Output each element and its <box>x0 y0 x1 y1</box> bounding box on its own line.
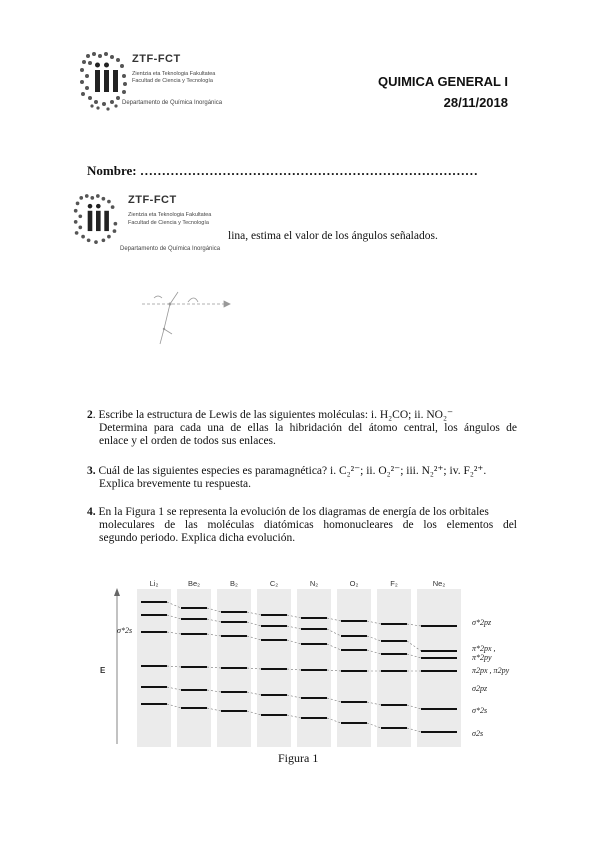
column-label-c2: C₂ <box>269 579 279 588</box>
name-field-label: Nombre: …………………………………………………………………… <box>87 163 478 178</box>
sigma-star-2pz-label: σ*2pz <box>472 618 492 627</box>
question-4-line1: En la Figura 1 se representa la evolución de los diagramas de energía de los orbitales <box>95 506 489 518</box>
mo-diagram-svg <box>95 574 515 754</box>
question-3-number: 3. <box>87 465 96 477</box>
overlay-logo-name: ZTF-FCT <box>128 194 177 206</box>
question-4-number: 4. <box>87 506 96 518</box>
column-label-li2: Li₂ <box>149 579 159 588</box>
column-label-f2: F₂ <box>390 579 398 588</box>
question-3-line1: Cuál de las siguientes especies es paramagnética? i. C₂²⁻; ii. O₂²⁻; iii. N₂²⁺; iv. F₂²⁺. <box>95 465 487 477</box>
question-3 <box>87 465 517 491</box>
question-4-line3: segundo periodo. Explica dicha evolución. <box>99 532 296 544</box>
figure-caption: Figura 1 <box>278 751 319 765</box>
question-2 <box>87 409 517 448</box>
column-label-o2: O₂ <box>349 579 359 588</box>
column-label-b2: B₂ <box>230 579 238 588</box>
department-label: Departamento de Química Inorgánica <box>122 100 223 106</box>
question-2-line3: enlace y el orden de todos sus enlaces. <box>99 435 276 447</box>
overlay-logo-line2: Facultad de Ciencia y Tecnología <box>128 220 209 226</box>
mo-diagram <box>95 574 515 764</box>
pi-2p-label: π2px , π2py <box>472 666 510 675</box>
question-3-line2: Explica brevemente tu respuesta. <box>99 478 251 490</box>
logo-line1: Zientzia eta Teknologia Fakultatea <box>132 71 216 77</box>
question-2-number: 2 <box>87 409 93 421</box>
sigma-2pz-label: σ2pz <box>472 684 488 693</box>
column-label-n2: N₂ <box>309 579 319 588</box>
question-4 <box>87 506 517 545</box>
sigma-star-2s-left-label: σ*2s <box>117 626 133 635</box>
column-label-ne2: Ne₂ <box>432 579 446 588</box>
question-4-line2: moleculares de las moléculas diatómicas homonucleares de los elementos del <box>99 519 517 531</box>
sigma-2s-label: σ2s <box>472 729 484 738</box>
molecule-sketch <box>140 284 240 354</box>
overlay-department-label: Departamento de Química Inorgánica <box>120 246 221 252</box>
logo-line2: Facultad de Ciencia y Tecnología <box>132 78 213 84</box>
exam-date: 28/11/2018 <box>443 95 508 110</box>
course-title: QUIMICA GENERAL I <box>377 74 508 89</box>
column-label-be2: Be₂ <box>187 579 201 588</box>
logo-name: ZTF-FCT <box>132 53 181 65</box>
overlay-logo <box>72 190 120 250</box>
question-2-line2: Determina para cada una de ellas la hibridación del átomo central, los ángulos de <box>99 422 517 434</box>
pi-star-2p-label: π*2px , π*2py <box>472 644 496 662</box>
energy-axis-label: E <box>100 666 106 675</box>
overlay-logo-line1: Zientzia eta Teknologia Fakultatea <box>128 212 212 218</box>
question-2-line1: . Escribe la estructura de Lewis de las siguientes moléculas: i. H₂CO; ii. NO₂⁻ <box>92 409 454 421</box>
question-1-fragment: lina, estima el valor de los ángulos señalados. <box>228 230 438 242</box>
sigma-star-2s-label: σ*2s <box>472 706 488 715</box>
